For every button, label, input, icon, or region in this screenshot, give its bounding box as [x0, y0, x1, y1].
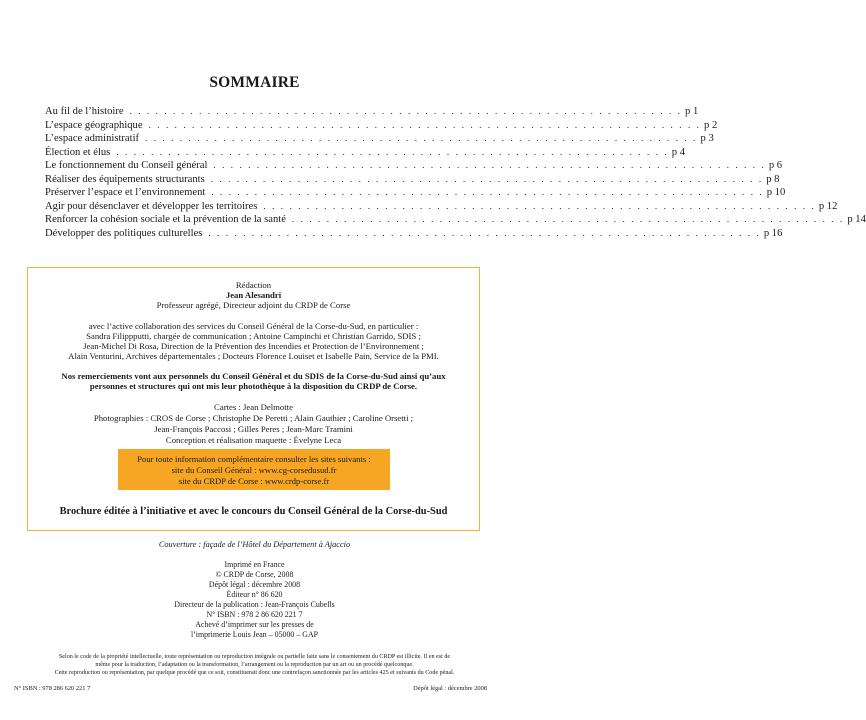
toc-entry-label: Réaliser des équipements structurants: [45, 173, 205, 185]
brochure-statement: Brochure éditée à l’initiative et avec le concours du Conseil Général de la Corse-du-Sud: [59, 506, 448, 517]
toc-leader-dots: . . . . . . . . . . . . . . . . . . . . . . . . . . . . . . . . . . . . . . . . . . . . . . . . . . . . . . . . . . . . . . . .: [148, 119, 702, 130]
imprint-line: © CRDP de Corse, 2008: [215, 570, 294, 579]
footer-isbn: N° ISBN : 978 286 620 221 7: [14, 685, 91, 692]
toc-entry-label: Élection et élus: [45, 146, 111, 158]
toc-entry-page: p 16: [763, 227, 783, 239]
toc-entry-page: p 8: [766, 173, 780, 185]
toc-entry: [45, 200, 838, 215]
toc-entry-page: p 10: [766, 187, 786, 199]
toc-leader-dots: . . . . . . . . . . . . . . . . . . . . . . . . . . . . . . . . . . . . . . . . . . . . . . . . . . . . . . . . . . . . . . . .: [210, 173, 764, 184]
imprint-line: N° ISBN : 978 2 86 620 221 7: [206, 610, 303, 619]
toc-entry-label: Renforcer la cohésion sociale et la prévention de la santé: [45, 214, 286, 226]
thanks-line: Nos remerciements vont aux personnels du Conseil Général et du SDIS de la Corse-du-Sud ainsi qu’aux: [61, 371, 446, 381]
toc-entry-label: Le fonctionnement du Conseil général: [45, 160, 208, 172]
redaction-label: Rédaction: [235, 280, 272, 290]
info-box: [118, 449, 390, 490]
cover-caption: Couverture : façade de l’Hôtel du Département à Ajaccio: [158, 540, 351, 549]
toc-entry-page: p 1: [685, 106, 699, 117]
toc-leader-dots: . . . . . . . . . . . . . . . . . . . . . . . . . . . . . . . . . . . . . . . . . . . . . . . . . . . . . . . . . . . . . . . .: [145, 133, 698, 144]
author-name: Jean Alesandri: [225, 290, 282, 300]
imprint-line: Achevé d’imprimer sur les presses de: [195, 620, 314, 629]
toc-entry: [45, 160, 783, 174]
info-link-conseil-general: site du Conseil Général : www.cg-corsedusud.fr: [171, 465, 337, 475]
toc-entry-label: L’espace administratif: [45, 133, 140, 145]
toc-leader-dots: . . . . . . . . . . . . . . . . . . . . . . . . . . . . . . . . . . . . . . . . . . . . . . . . . . . . . . . . . . . . . . . .: [213, 160, 766, 171]
imprint-line: Imprimé en France: [224, 560, 285, 569]
cartes-credit: Cartes : Jean Delmotte: [214, 402, 293, 412]
legal-notice-line: Cette reproduction ou représentation, par quelque procédé que ce soit, constituerait donc une contrefaçon sanctionnée par les articles 425 et suivants du Code pénal.: [54, 670, 455, 676]
toc-entry-page: p 3: [700, 133, 714, 145]
toc-entry-label: L’espace géographique: [45, 119, 143, 131]
toc-leader-dots: . . . . . . . . . . . . . . . . . . . . . . . . . . . . . . . . . . . . . . . . . . . . . . . . . . . . . . . . . . . . . . . .: [208, 227, 761, 238]
toc-entry-page: p 6: [768, 160, 783, 172]
imprint-line: Dépôt légal : décembre 2008: [208, 580, 301, 589]
toc-entry: [45, 146, 686, 161]
footer-depot-legal: Dépôt légal : décembre 2008: [413, 685, 487, 692]
toc-entry: [45, 106, 699, 120]
toc-leader-dots: . . . . . . . . . . . . . . . . . . . . . . . . . . . . . . . . . . . . . . . . . . . . . . . . . . . . . . . . . . . . . . . .: [116, 146, 669, 157]
legal-notice-line: même pour la traduction, l’adaptation ou la transformation, l’arrangement ou la reproduction par un art ou un procédé quelconque.: [95, 662, 414, 668]
toc-entry: [45, 173, 780, 188]
toc-entry-label: Agir pour désenclaver et développer les territoires: [45, 200, 258, 212]
photos-credit: Photographies : CROS de Corse ; Christophe De Peretti ; Alain Gauthier ; Caroline Orsetti ;: [93, 413, 414, 423]
thanks-line: personnes et structures qui ont mis leur photothèque à la disposition du CRDP de Corse.: [89, 381, 418, 391]
credits-box: [27, 267, 480, 531]
toc-entry-page: p 12: [818, 200, 838, 212]
toc-entry-page: p 14: [847, 214, 866, 226]
imprint-line: l’imprimerie Louis Jean – 05000 – GAP: [190, 630, 319, 639]
toc-entry: [45, 133, 714, 147]
toc-entry-page: p 2: [704, 119, 718, 131]
info-link-crdp: site du CRDP de Corse : www.crdp-corse.fr: [178, 476, 330, 486]
page-title: SOMMAIRE: [209, 74, 300, 91]
collaboration-line: avec l’active collaboration des services du Conseil Général de la Corse-du-Sud, en particulier :: [88, 321, 419, 331]
table-of-contents: [45, 106, 866, 241]
toc-leader-dots: . . . . . . . . . . . . . . . . . . . . . . . . . . . . . . . . . . . . . . . . . . . . . . . . . . . . . . . . . . . . . . . .: [291, 214, 845, 225]
imprint-line: Éditeur n° 86 620: [226, 590, 283, 599]
toc-entry: [45, 119, 718, 134]
toc-leader-dots: . . . . . . . . . . . . . . . . . . . . . . . . . . . . . . . . . . . . . . . . . . . . . . . . . . . . . . . . . . . . . . . .: [263, 200, 816, 211]
collaboration-line: Jean-Michel Di Rosa, Direction de la Prévention des Incendies et Protection de l’Environnement ;: [83, 341, 424, 351]
toc-entry: [45, 214, 866, 228]
toc-leader-dots: . . . . . . . . . . . . . . . . . . . . . . . . . . . . . . . . . . . . . . . . . . . . . . . . . . . . . . . . . . . . . . . .: [211, 187, 764, 198]
toc-entry-page: p 4: [671, 146, 686, 158]
author-role: Professeur agrégé, Directeur adjoint du CRDP de Corse: [156, 300, 351, 310]
legal-notice-line: Selon le code de la propriété intellectuelle, toute représentation ou reproduction intégrale ou partielle faite sans le consentement du CRDP est illicite. Il en est de: [58, 654, 451, 660]
maquette-credit: Conception et réalisation maquette : Évelyne Leca: [165, 435, 342, 445]
collaboration-line: Alain Venturini, Archives départementales ; Docteurs Florence Louiset et Isabelle Pain, Service de la PMI.: [68, 351, 439, 361]
toc-entry: [45, 187, 786, 201]
toc-entry-label: Au fil de l’histoire: [45, 106, 124, 117]
toc-leader-dots: . . . . . . . . . . . . . . . . . . . . . . . . . . . . . . . . . . . . . . . . . . . . . . . . . . . . . . . . . . . . . . . .: [129, 106, 683, 116]
photos-credit: Jean-François Paccosi ; Gilles Peres ; Jean-Marc Tramini: [154, 424, 353, 434]
toc-entry-label: Développer des politiques culturelles: [45, 227, 203, 239]
collaboration-line: Sandra Filippputti, chargée de communication ; Antoine Campinchi et Christian Garrido, SDIS ;: [86, 331, 421, 341]
imprint-line: Directeur de la publication : Jean-François Cubells: [174, 600, 335, 609]
info-line: Pour toute information complémentaire consulter les sites suivants :: [137, 454, 371, 464]
toc-entry: [45, 227, 783, 242]
toc-entry-label: Préserver l’espace et l’environnement: [45, 187, 206, 199]
